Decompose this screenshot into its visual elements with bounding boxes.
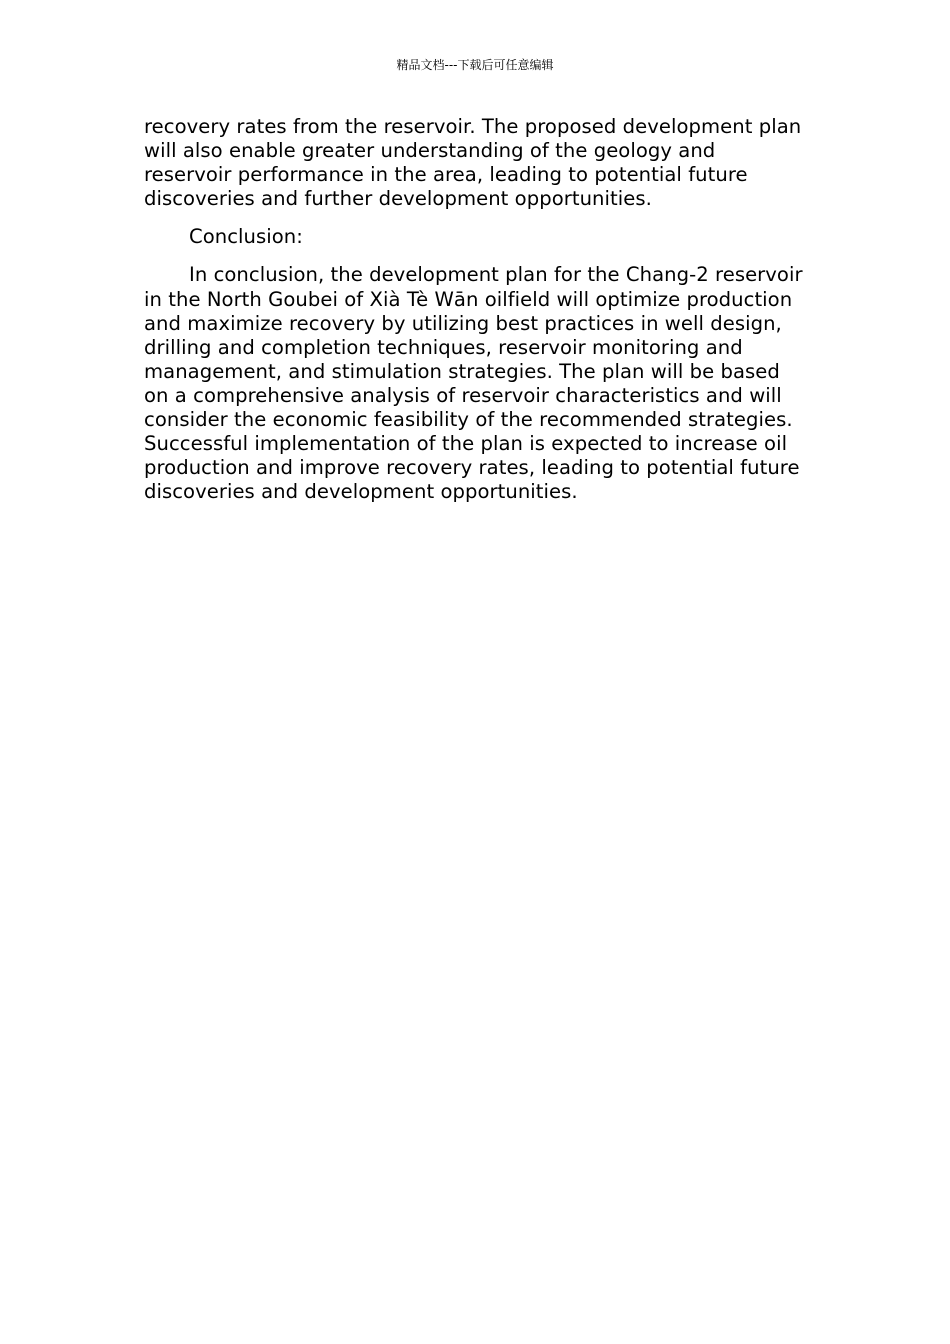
paragraph-continuation: recovery rates from the reservoir. The proposed development plan will also enable greater understanding of the geology and reservoir performance in the area, leading to potential future discoveries and further development opportunities. — [144, 115, 802, 211]
document-body — [144, 115, 808, 518]
page-header: 精品文档---下载后可任意编辑 — [396, 58, 554, 72]
section-heading-conclusion: Conclusion: — [189, 225, 303, 249]
paragraph-conclusion: In conclusion, the development plan for the Chang-2 reservoir in the North Goubei of Xià Tè Wān oilfield will optimize production and maximize recovery by utilizing best practices in well design, drilling and completion techniques, reservoir monitoring and management, and stimulation strategies. The plan will be based on a comprehensive analysis of reservoir characteristics and will consider the economic feasibility of the recommended strategies. Successful implementation of the plan is expected to increase oil production and improve recovery rates, leading to potential future discoveries and development opportunities. — [144, 263, 803, 504]
